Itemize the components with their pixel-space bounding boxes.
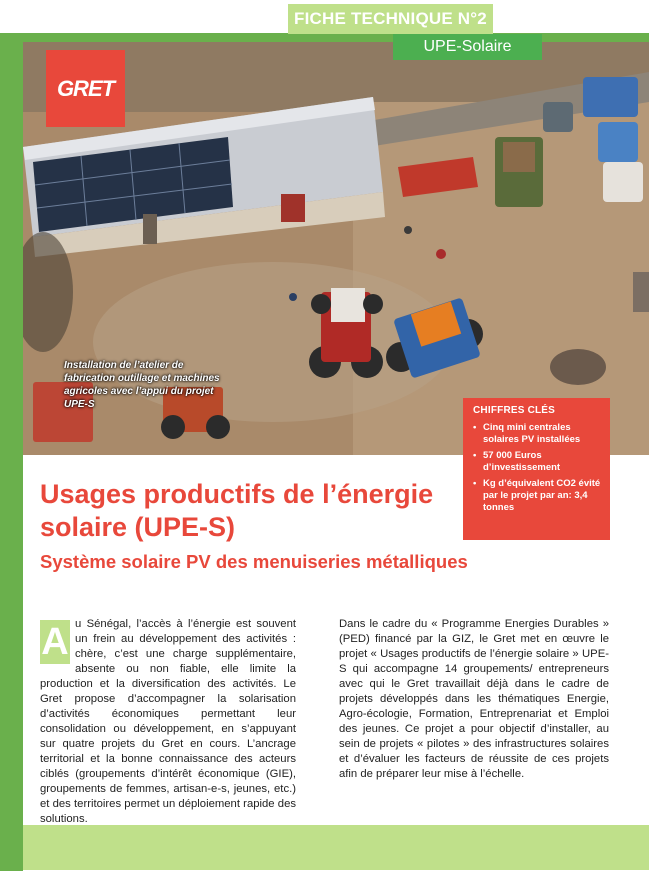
body-paragraph-left: u Sénégal, l’accès à l’énergie est souvent un frein au développement des activités : chère, c’est une charge supplémentaire, absente ou non fiable, elle limite la production et la diversification des activités. Le Gret propose d’accompagner la solarisation d’activités économiques permettant leur consolidation ou développement, en s’appuyant sur quatre projets du Gret en cours. L’ancrage territorial et la bonne connaissance des acteurs ciblés (groupements d’intérêt économique (GIE), groupements de femmes, artisan-e-s, jeunes, etc.) et des territoires permet un déploiement rapide des solutions.: [40, 618, 296, 825]
page-title: Usages productifs de l’énergie solaire (UPE-S): [40, 479, 434, 542]
top-green-strip: [23, 33, 649, 42]
key-figure-item: • Cinq mini centrales solaires PV installées: [473, 422, 602, 446]
footer-band: [23, 825, 649, 870]
drop-cap: A: [41, 621, 69, 663]
left-green-bar: [0, 33, 23, 871]
page-subtitle: Système solaire PV des menuiseries métalliques: [40, 551, 468, 572]
key-figures-list: [473, 422, 602, 514]
key-figure-item: • Kg d’équivalent CO2 évité par le projet par an: 3,4 tonnes: [473, 478, 602, 514]
project-tag: UPE-Solaire: [393, 34, 542, 60]
gret-logo: GRET: [46, 50, 125, 127]
key-figures-box: [463, 398, 610, 540]
body-column-right: [339, 617, 609, 782]
fiche-technique-label: FICHE TECHNIQUE N°2: [288, 4, 493, 34]
key-figure-item: • 57 000 Euros d’investissement: [473, 450, 602, 474]
body-column-left: [40, 617, 296, 827]
photo-caption: Installation de l’atelier de fabrication outillage et machines agricoles avec l’appui du projet UPE-S: [64, 360, 220, 410]
body-paragraph-right: Dans le cadre du « Programme Energies Durables » (PED) financé par la GIZ, le Gret met en œuvre le projet « Usages productifs de l’énergie solaire » UPE-S qui accompagne 14 groupements/ entrepreneurs avec qui le Gret travaillait déjà dans le cadre de projets développés dans les thématiques Energie, Agro-écologie, Formation, Entreprenariat et Emploi des jeunes. Ce projet a pour objectif d’installer, au sein de projets « pilotes » des infrastructures solaires et d’évaluer les facteurs de réussite de ces projets afin de préparer leur mise à l’échelle.: [339, 618, 609, 780]
key-figures-title: CHIFFRES CLÉS: [473, 405, 556, 416]
